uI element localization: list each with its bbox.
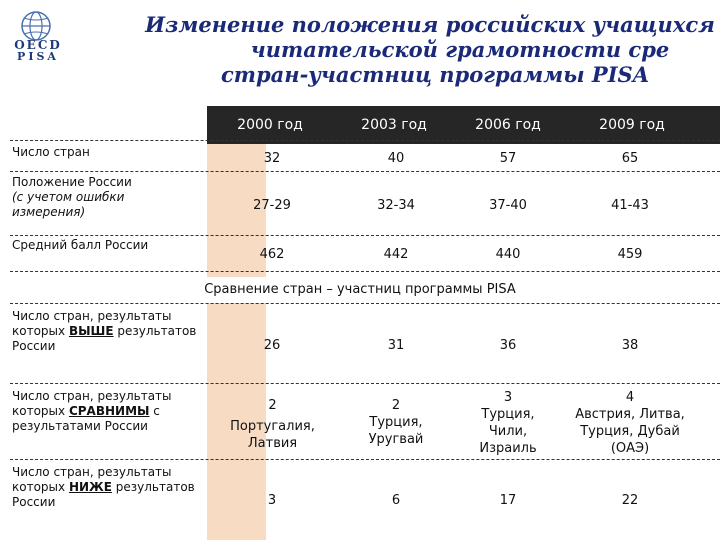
title-line-1: Изменение положения российских учащихся — [145, 12, 715, 37]
table-cell: 442 — [383, 247, 409, 262]
table-cell: 17 — [499, 493, 517, 508]
table-cell: 459 — [617, 247, 643, 262]
row-label-higher: Число стран, результаты которых ВЫШЕ результатов России — [12, 309, 197, 353]
table-cell: 2 Турция, Уругвай — [368, 398, 424, 447]
table-cell: 4 Австрия, Литва, Турция, Дубай (ОАЭ) — [575, 390, 685, 456]
table-cell: 37-40 — [489, 198, 527, 213]
row-label-lower: Число стран, результаты которых НИЖЕ результатов России — [12, 465, 195, 509]
table-cell: 3 Турция, Чили, Израиль — [479, 390, 537, 456]
row-label-note: (с учетом ошибки измерения) — [12, 190, 125, 219]
table-cell: 32-34 — [377, 198, 415, 213]
table-cell: 2 Португалия, Латвия — [230, 398, 315, 451]
table-cell: 40 — [387, 151, 405, 166]
row-label-score: Средний балл России — [12, 238, 149, 252]
row-label-equal: Число стран, результаты которых СРАВНИМЫ с результатами России — [12, 389, 172, 433]
table-cell: 26 — [263, 338, 281, 353]
year-header-2003: 2003 год — [361, 117, 427, 133]
row-label-countries: Число стран — [12, 145, 90, 159]
table-cell: 41-43 — [611, 198, 649, 213]
title-line-2: читательской грамотности сре — [250, 37, 670, 62]
year-header-2006: 2006 год — [475, 117, 541, 133]
divider — [10, 459, 720, 460]
table-cell: 65 — [621, 151, 639, 166]
divider — [10, 271, 720, 272]
page-title — [110, 12, 720, 87]
table-cell: 36 — [499, 338, 517, 353]
table-cell: 462 — [259, 247, 285, 262]
table-cell: 3 — [267, 493, 277, 508]
table-cell: 31 — [387, 338, 405, 353]
table-cell: 6 — [391, 493, 401, 508]
divider — [10, 303, 720, 304]
table-cell: 22 — [621, 493, 639, 508]
year-header-2000: 2000 год — [237, 117, 303, 133]
title-line-3: стран-участниц программы PISA — [220, 62, 649, 87]
table-cell: 440 — [495, 247, 521, 262]
divider — [10, 383, 720, 384]
section-title: Сравнение стран – участниц программы PISA — [204, 282, 516, 297]
logo-text: OECD PISA — [14, 38, 62, 63]
table-cell: 38 — [621, 338, 639, 353]
divider — [10, 171, 720, 172]
table-cell: 57 — [499, 151, 517, 166]
divider — [10, 235, 720, 236]
row-label-position: Положение России (с учетом ошибки измерения) — [12, 175, 132, 219]
divider — [10, 140, 720, 141]
table-cell: 27-29 — [253, 198, 291, 213]
table-cell: 32 — [263, 151, 281, 166]
year-header-2009: 2009 год — [599, 117, 665, 133]
